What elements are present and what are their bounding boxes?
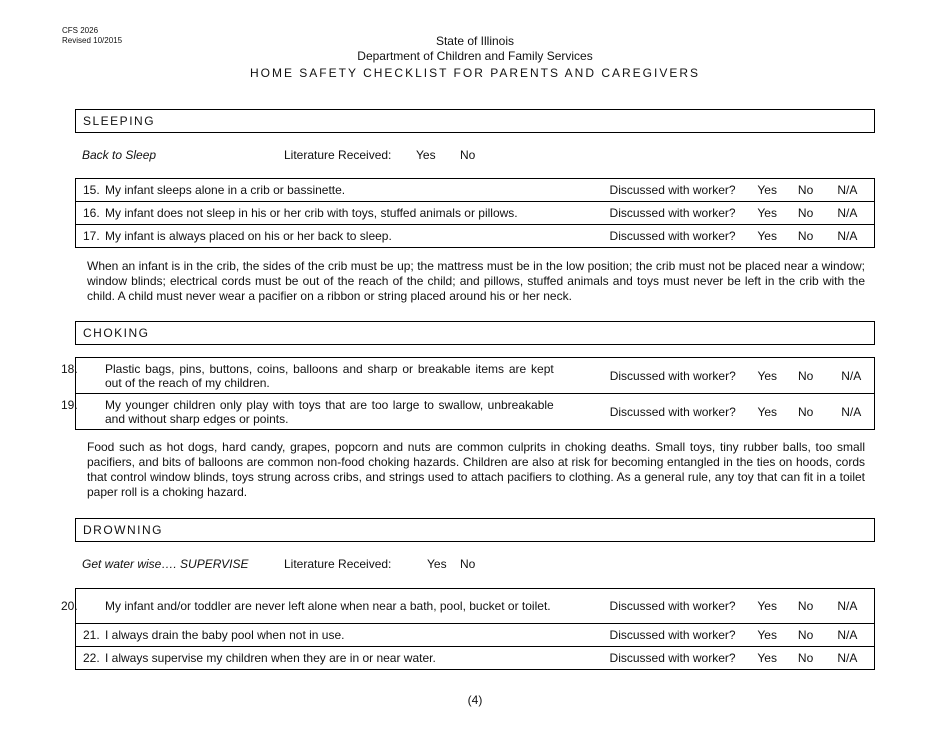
checklist-row — [76, 179, 875, 202]
yes-option[interactable]: Yes — [757, 647, 798, 670]
discussed-label: Discussed with worker? — [554, 358, 758, 394]
page-number: (4) — [467, 693, 483, 707]
question-text: 18. Plastic bags, pins, buttons, coins, balloons and sharp or breakable items are kept out of the reach of my children. — [76, 358, 554, 394]
na-option[interactable]: N/A — [837, 624, 874, 647]
no-option[interactable]: No — [798, 394, 841, 430]
no-option[interactable]: No — [798, 202, 837, 225]
question-text: 19. My younger children only play with toys that are too large to swallow, unbreakable and without sharp edges or points. — [76, 394, 554, 430]
checklist-row — [76, 225, 875, 248]
literature-yes-option[interactable]: Yes — [427, 557, 447, 571]
no-option[interactable]: No — [798, 589, 837, 624]
section-title: SLEEPING — [83, 114, 156, 128]
yes-option[interactable]: Yes — [757, 225, 798, 248]
literature-received-label: Literature Received: — [284, 557, 392, 571]
literature-yes-option[interactable]: Yes — [416, 148, 436, 162]
question-text: 22. I always supervise my children when they are in or near water. — [76, 647, 554, 670]
discussed-label: Discussed with worker? — [554, 647, 758, 670]
na-option[interactable]: N/A — [837, 225, 874, 248]
yes-option[interactable]: Yes — [757, 394, 797, 430]
no-option[interactable]: No — [798, 358, 841, 394]
form-revised: Revised 10/2015 — [62, 36, 123, 45]
checklist-row — [76, 358, 875, 394]
question-text: 15. My infant sleeps alone in a crib or bassinette. — [76, 179, 554, 202]
question-text: 17. My infant is always placed on his or her back to sleep. — [76, 225, 554, 248]
discussed-label: Discussed with worker? — [554, 179, 758, 202]
literature-received-label: Literature Received: — [284, 148, 392, 162]
question-text: 21. I always drain the baby pool when not in use. — [76, 624, 554, 647]
choking-checklist — [61, 357, 875, 430]
yes-option[interactable]: Yes — [757, 202, 798, 225]
section-choking — [75, 321, 875, 345]
section-sleeping — [75, 109, 875, 133]
discussed-label: Discussed with worker? — [554, 225, 758, 248]
literature-no-option[interactable]: No — [460, 557, 476, 571]
drowning-checklist — [61, 588, 875, 670]
checklist-row — [76, 589, 875, 624]
discussed-label: Discussed with worker? — [554, 589, 758, 624]
question-text: 20. My infant and/or toddler are never left alone when near a bath, pool, bucket or toilet. — [76, 589, 554, 624]
discussed-label: Discussed with worker? — [554, 202, 758, 225]
literature-label-drowning: Get water wise…. SUPERVISE — [82, 557, 249, 571]
yes-option[interactable]: Yes — [757, 358, 797, 394]
discussed-label: Discussed with worker? — [554, 394, 758, 430]
page-title: HOME SAFETY CHECKLIST FOR PARENTS AND CAREGIVERS — [249, 66, 701, 80]
na-option[interactable]: N/A — [837, 179, 874, 202]
na-option[interactable]: N/A — [837, 589, 874, 624]
na-option[interactable]: N/A — [837, 647, 874, 670]
header-department: Department of Children and Family Services — [357, 49, 593, 63]
checklist-row — [76, 202, 875, 225]
section-title: CHOKING — [83, 326, 150, 340]
discussed-label: Discussed with worker? — [554, 624, 758, 647]
literature-no-option[interactable]: No — [460, 148, 476, 162]
no-option[interactable]: No — [798, 647, 837, 670]
literature-label-sleeping: Back to Sleep — [82, 148, 157, 162]
checklist-row — [76, 647, 875, 670]
yes-option[interactable]: Yes — [757, 179, 798, 202]
sleeping-note: When an infant is in the crib, the sides of the crib must be up; the mattress must be in the low position; the crib must not be placed near a window; window blinds; electrical cords must be out of the reach of the child; and pillows, stuffed animals and toys must never be left in the crib with the child. A child must never wear a pacifier on a ribbon or string placed around his or her neck. — [87, 259, 865, 303]
na-option[interactable]: N/A — [841, 394, 874, 430]
na-option[interactable]: N/A — [841, 358, 874, 394]
yes-option[interactable]: Yes — [757, 624, 798, 647]
header-state: State of Illinois — [435, 34, 515, 48]
checklist-row — [76, 394, 875, 430]
choking-note: Food such as hot dogs, hard candy, grapes, popcorn and nuts are common culprits in choking deaths. Small toys, tiny rubber balls, too small pacifiers, and bits of balloons are common non-food choking hazards. Children are also at risk for becoming entangled in the ties on hoods, cords that control window blinds, toys strung across cribs, and strings used to attach pacifiers to clothing. As a general rule, any toy that can fit in a toilet paper roll is a choking hazard. — [87, 440, 865, 499]
yes-option[interactable]: Yes — [757, 589, 798, 624]
section-title: DROWNING — [83, 523, 163, 537]
na-option[interactable]: N/A — [837, 202, 874, 225]
no-option[interactable]: No — [798, 624, 837, 647]
sleeping-checklist — [75, 178, 875, 248]
checklist-row — [76, 624, 875, 647]
section-drowning — [75, 518, 875, 542]
form-id: CFS 2026 — [62, 26, 99, 35]
no-option[interactable]: No — [798, 179, 837, 202]
question-text: 16. My infant does not sleep in his or her crib with toys, stuffed animals or pillows. — [76, 202, 554, 225]
no-option[interactable]: No — [798, 225, 837, 248]
